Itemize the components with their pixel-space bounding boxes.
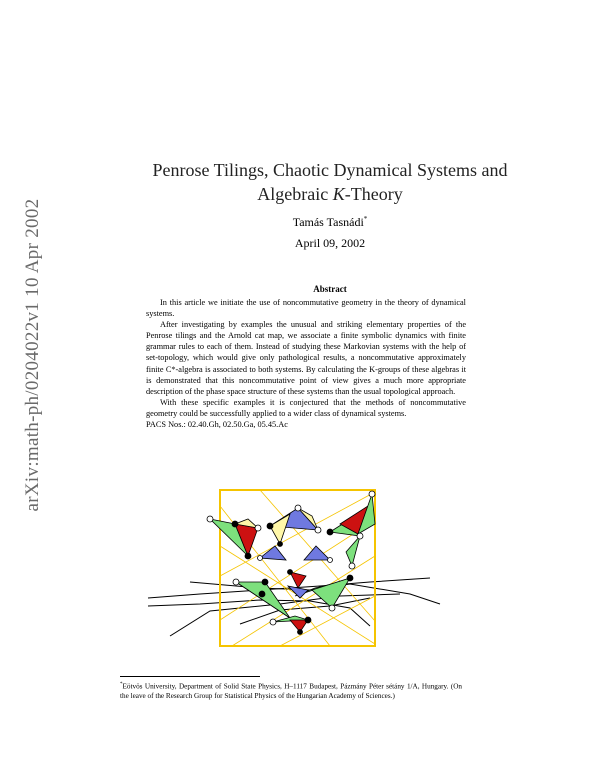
abstract-paragraph-1: In this article we initiate the use of noncommutative geometry in the theory of dynamical systems. [146,298,466,319]
footnote-rule [120,676,260,677]
author [100,215,560,230]
paper-title [100,158,560,206]
author-name: Tamás Tasnádi [292,215,364,229]
arxiv-identifier: arXiv:math-ph/0204022v1 10 Apr 2002 [22,198,43,512]
date: April 09, 2002 [294,236,366,250]
title-line-1: Penrose Tilings, Chaotic Dynamical Systems and [152,160,508,180]
footnote-mark: * [120,682,123,687]
title-suffix: -Theory [344,184,403,204]
abstract-body [146,297,466,430]
tile-m1 [260,546,286,560]
tile-b5 [290,572,306,588]
title-line-2 [100,182,560,206]
pacs-numbers: PACS Nos.: 02.40.Gh, 02.50.Ga, 05.45.Ac [146,420,288,430]
curve-2 [148,600,370,626]
footnote-text: Eötvös University, Department of Solid State Physics, H–1117 Budapest, Pázmány Péter sétány 1/A, Hungary. (On the leave of the Research Group for Statistical Physics of the Hungarian Academy of Sciences.) [120,682,462,701]
arxiv-sidebar [18,160,48,550]
abstract-heading: Abstract [313,284,347,294]
footnote [120,680,462,701]
title-prefix: Algebraic [257,184,333,204]
abstract-paragraph-3: With these specific examples it is conjectured that the methods of noncommutative geometry could be successfully applied to a wider class of dynamical systems. [146,397,466,418]
curve-1 [148,578,430,598]
penrose-figure [140,486,450,656]
abstract-paragraph-2: After investigating by examples the unusual and striking elementary properties of the Penrose tilings and the Arnold cat map, we associate a finite symbolic dynamics with finite grammar rules to each of them. Instead of studying these Markovian systems with the help of set-topology, which would give only pathological results, a noncommutative approximately finite C*-algebra is associated to both systems. By calculating the K-groups of these algebras it is demonstrated that this noncommutative point of view gives a much more appropriate description of the phase space structure of these systems than the usual topological approach. [146,320,466,396]
title-k: K [332,184,345,204]
tile-r4 [346,536,360,566]
author-footnote-mark: * [363,215,368,223]
tile-m2 [304,546,330,560]
